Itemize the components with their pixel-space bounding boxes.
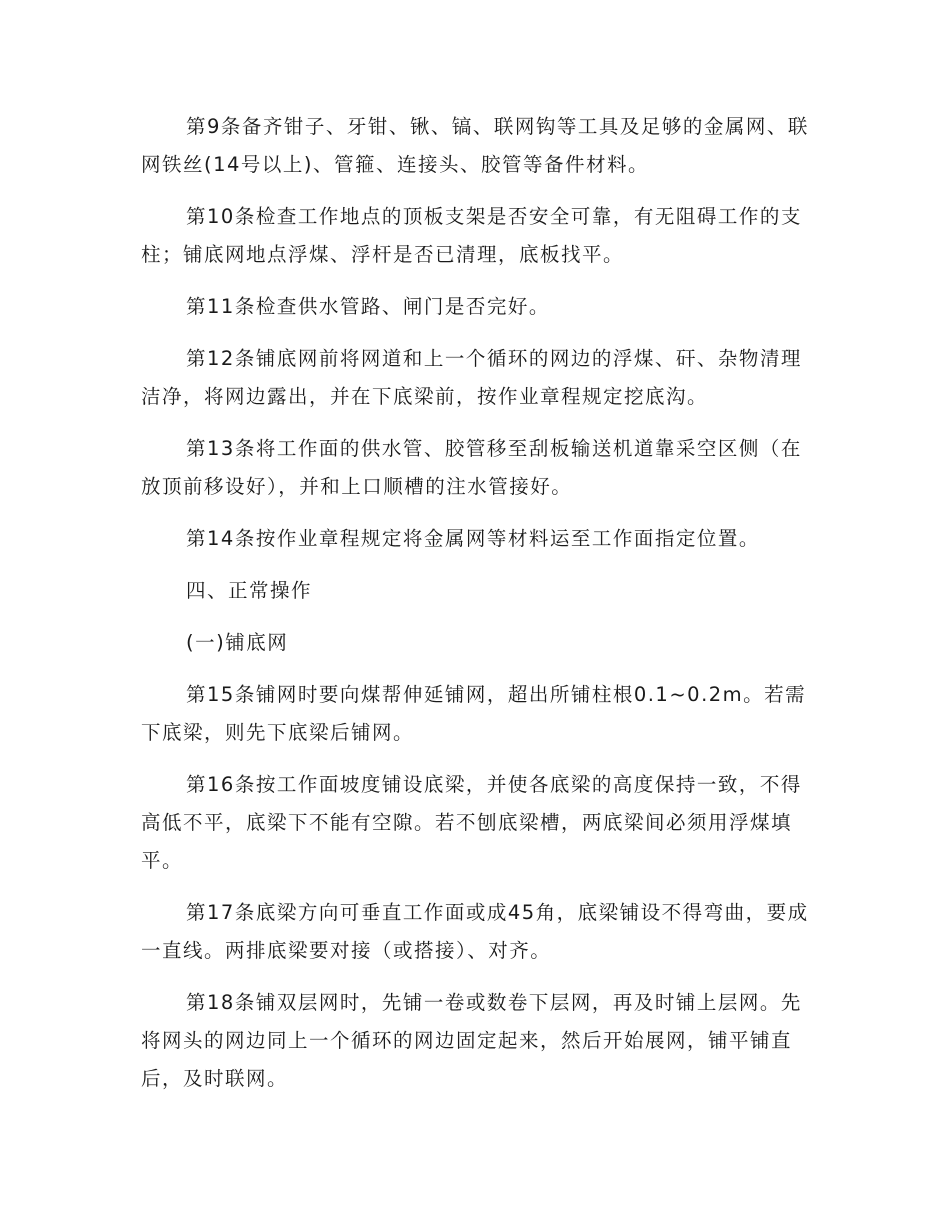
paragraph-article-13: 第13条将工作面的供水管、胶管移至刮板输送机道靠采空区侧（在放顶前移设好），并和上口顺槽的注水管接好。 [141, 437, 802, 498]
paragraph-article-10: 第10条检查工作地点的顶板支架是否安全可靠，有无阻碍工作的支柱；铺底网地点浮煤、浮杆是否已清理，底板找平。 [141, 205, 802, 266]
paragraph-article-16: 第16条按工作面坡度铺设底梁，并使各底梁的高度保持一致，不得高低不平，底梁下不能有空隙。若不刨底梁槽，两底梁间必须用浮煤填平。 [141, 773, 802, 872]
paragraph-article-12: 第12条铺底网前将网道和上一个循环的网边的浮煤、矸、杂物清理洁净，将网边露出，并在下底梁前，按作业章程规定挖底沟。 [141, 347, 802, 408]
paragraph-article-17: 第17条底梁方向可垂直工作面或成45角，底梁铺设不得弯曲，要成一直线。两排底梁要对接（或搭接）、对齐。 [141, 901, 809, 962]
paragraph-article-9: 第9条备齐钳子、牙钳、锹、镐、联网钩等工具及足够的金属网、联网铁丝(14号以上)、管箍、连接头、胶管等备件材料。 [141, 115, 809, 176]
section-heading-normal-operation: 四、正常操作 [186, 579, 313, 602]
paragraph-article-14: 第14条按作业章程规定将金属网等材料运至工作面指定位置。 [186, 527, 760, 550]
paragraph-article-15: 第15条铺网时要向煤帮伸延铺网，超出所铺柱根0.1~0.2m。若需下底梁，则先下底梁后铺网。 [141, 683, 807, 744]
paragraph-article-11: 第11条检查供水管路、闸门是否完好。 [186, 295, 550, 318]
subsection-heading-laying-bottom-net: (一)铺底网 [186, 631, 289, 654]
paragraph-article-18: 第18条铺双层网时，先铺一卷或数卷下层网，再及时铺上层网。先将网头的网边同上一个循环的网边固定起来，然后开始展网，铺平铺直后，及时联网。 [141, 991, 802, 1090]
